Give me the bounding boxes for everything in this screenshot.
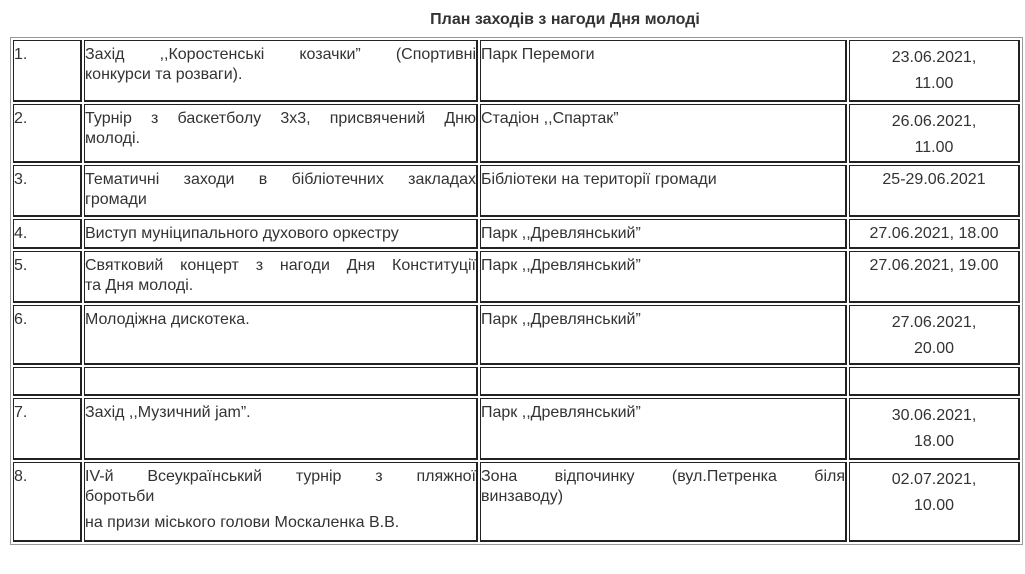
event-name-line: Турнір з баскетболу 3х3, присвячений Дню [85, 110, 476, 127]
event-name [84, 165, 478, 217]
table-row [13, 40, 1020, 102]
row-number: 1. [13, 40, 82, 102]
table-row-empty [13, 367, 1020, 396]
event-name-line: Святковий концерт з нагоди Дня Конституції [85, 257, 476, 274]
event-name [84, 367, 478, 396]
event-date-line: 11.00 [914, 75, 954, 92]
event-name [84, 104, 478, 163]
table-row [13, 104, 1020, 163]
table-row [13, 251, 1020, 303]
row-number [13, 367, 82, 396]
event-name-line: боротьби [85, 488, 155, 505]
event-date [849, 219, 1020, 249]
event-name-line: громади [85, 191, 147, 208]
event-date [849, 398, 1020, 460]
event-place [480, 367, 847, 396]
event-name-line: Тематичні заходи в бібліотечних закладах [85, 171, 476, 188]
event-date [849, 251, 1020, 303]
table-row [13, 305, 1020, 365]
event-date-line: 25-29.06.2021 [882, 171, 986, 188]
event-date-line: 10.00 [913, 497, 955, 514]
event-date-line: 20.00 [913, 340, 955, 357]
event-name [84, 251, 478, 303]
event-date-line: 30.06.2021, [891, 407, 977, 424]
event-date-line: 27.06.2021, 19.00 [869, 257, 999, 274]
row-number: 4. [13, 219, 82, 249]
event-name-line: Виступ муніципального духового оркестру [85, 225, 399, 242]
event-name-line: Захід ,,Музичний jam”. [85, 404, 251, 421]
row-number: 2. [13, 104, 82, 163]
event-date [849, 165, 1020, 217]
event-date-line: 27.06.2021, 18.00 [869, 225, 999, 242]
row-number: 3. [13, 165, 82, 217]
page-title: План заходів з нагоди Дня молоді [430, 11, 700, 28]
event-place-line: Зона відпочинку (вул.Петренка біля [481, 468, 845, 485]
event-name [84, 462, 478, 542]
event-place-line: винзаводу) [481, 488, 564, 505]
table-row [13, 462, 1020, 542]
table-row [13, 165, 1020, 217]
event-date-line: 27.06.2021, [891, 314, 977, 331]
event-name [84, 398, 478, 460]
event-name [84, 305, 478, 365]
event-date-line: 02.07.2021, [891, 471, 977, 488]
event-date [849, 104, 1020, 163]
event-name-line: Захід ,,Коростенські козачки” (Спортивні [85, 46, 476, 63]
table-row [13, 219, 1020, 249]
event-place: Парк Перемоги [480, 40, 847, 102]
event-name-line: та Дня молоді. [85, 277, 194, 294]
event-date [849, 305, 1020, 365]
row-number: 5. [13, 251, 82, 303]
event-name-line: молоді. [85, 130, 140, 147]
row-number: 6. [13, 305, 82, 365]
events-table [10, 37, 1023, 545]
event-place: Стадіон ,,Спартак” [480, 104, 847, 163]
event-place: Парк ,,Древлянський” [480, 305, 847, 365]
event-place: Парк ,,Древлянський” [480, 398, 847, 460]
event-name-line: IV-й Всеукраїнський турнір з пляжної [85, 468, 476, 485]
event-date-line: 11.00 [914, 139, 954, 156]
event-name-line: на призи міського голови Москаленка В.В. [85, 514, 400, 531]
event-place: Парк ,,Древлянський” [480, 219, 847, 249]
row-number: 8. [13, 462, 82, 542]
event-date-line: 26.06.2021, [891, 113, 977, 130]
event-name [84, 219, 478, 249]
table-row [13, 398, 1020, 460]
event-date-line: 18.00 [913, 433, 955, 450]
event-place: Парк ,,Древлянський” [480, 251, 847, 303]
row-number: 7. [13, 398, 82, 460]
event-name [84, 40, 478, 102]
event-name-line: Молодіжна дискотека. [85, 311, 250, 328]
event-place: Бібліотеки на території громади [480, 165, 847, 217]
event-place [480, 462, 847, 542]
event-date [849, 462, 1020, 542]
event-name-line: конкурси та розваги). [85, 66, 243, 83]
event-date-line: 23.06.2021, [891, 49, 977, 66]
event-date [849, 367, 1020, 396]
event-date [849, 40, 1020, 102]
